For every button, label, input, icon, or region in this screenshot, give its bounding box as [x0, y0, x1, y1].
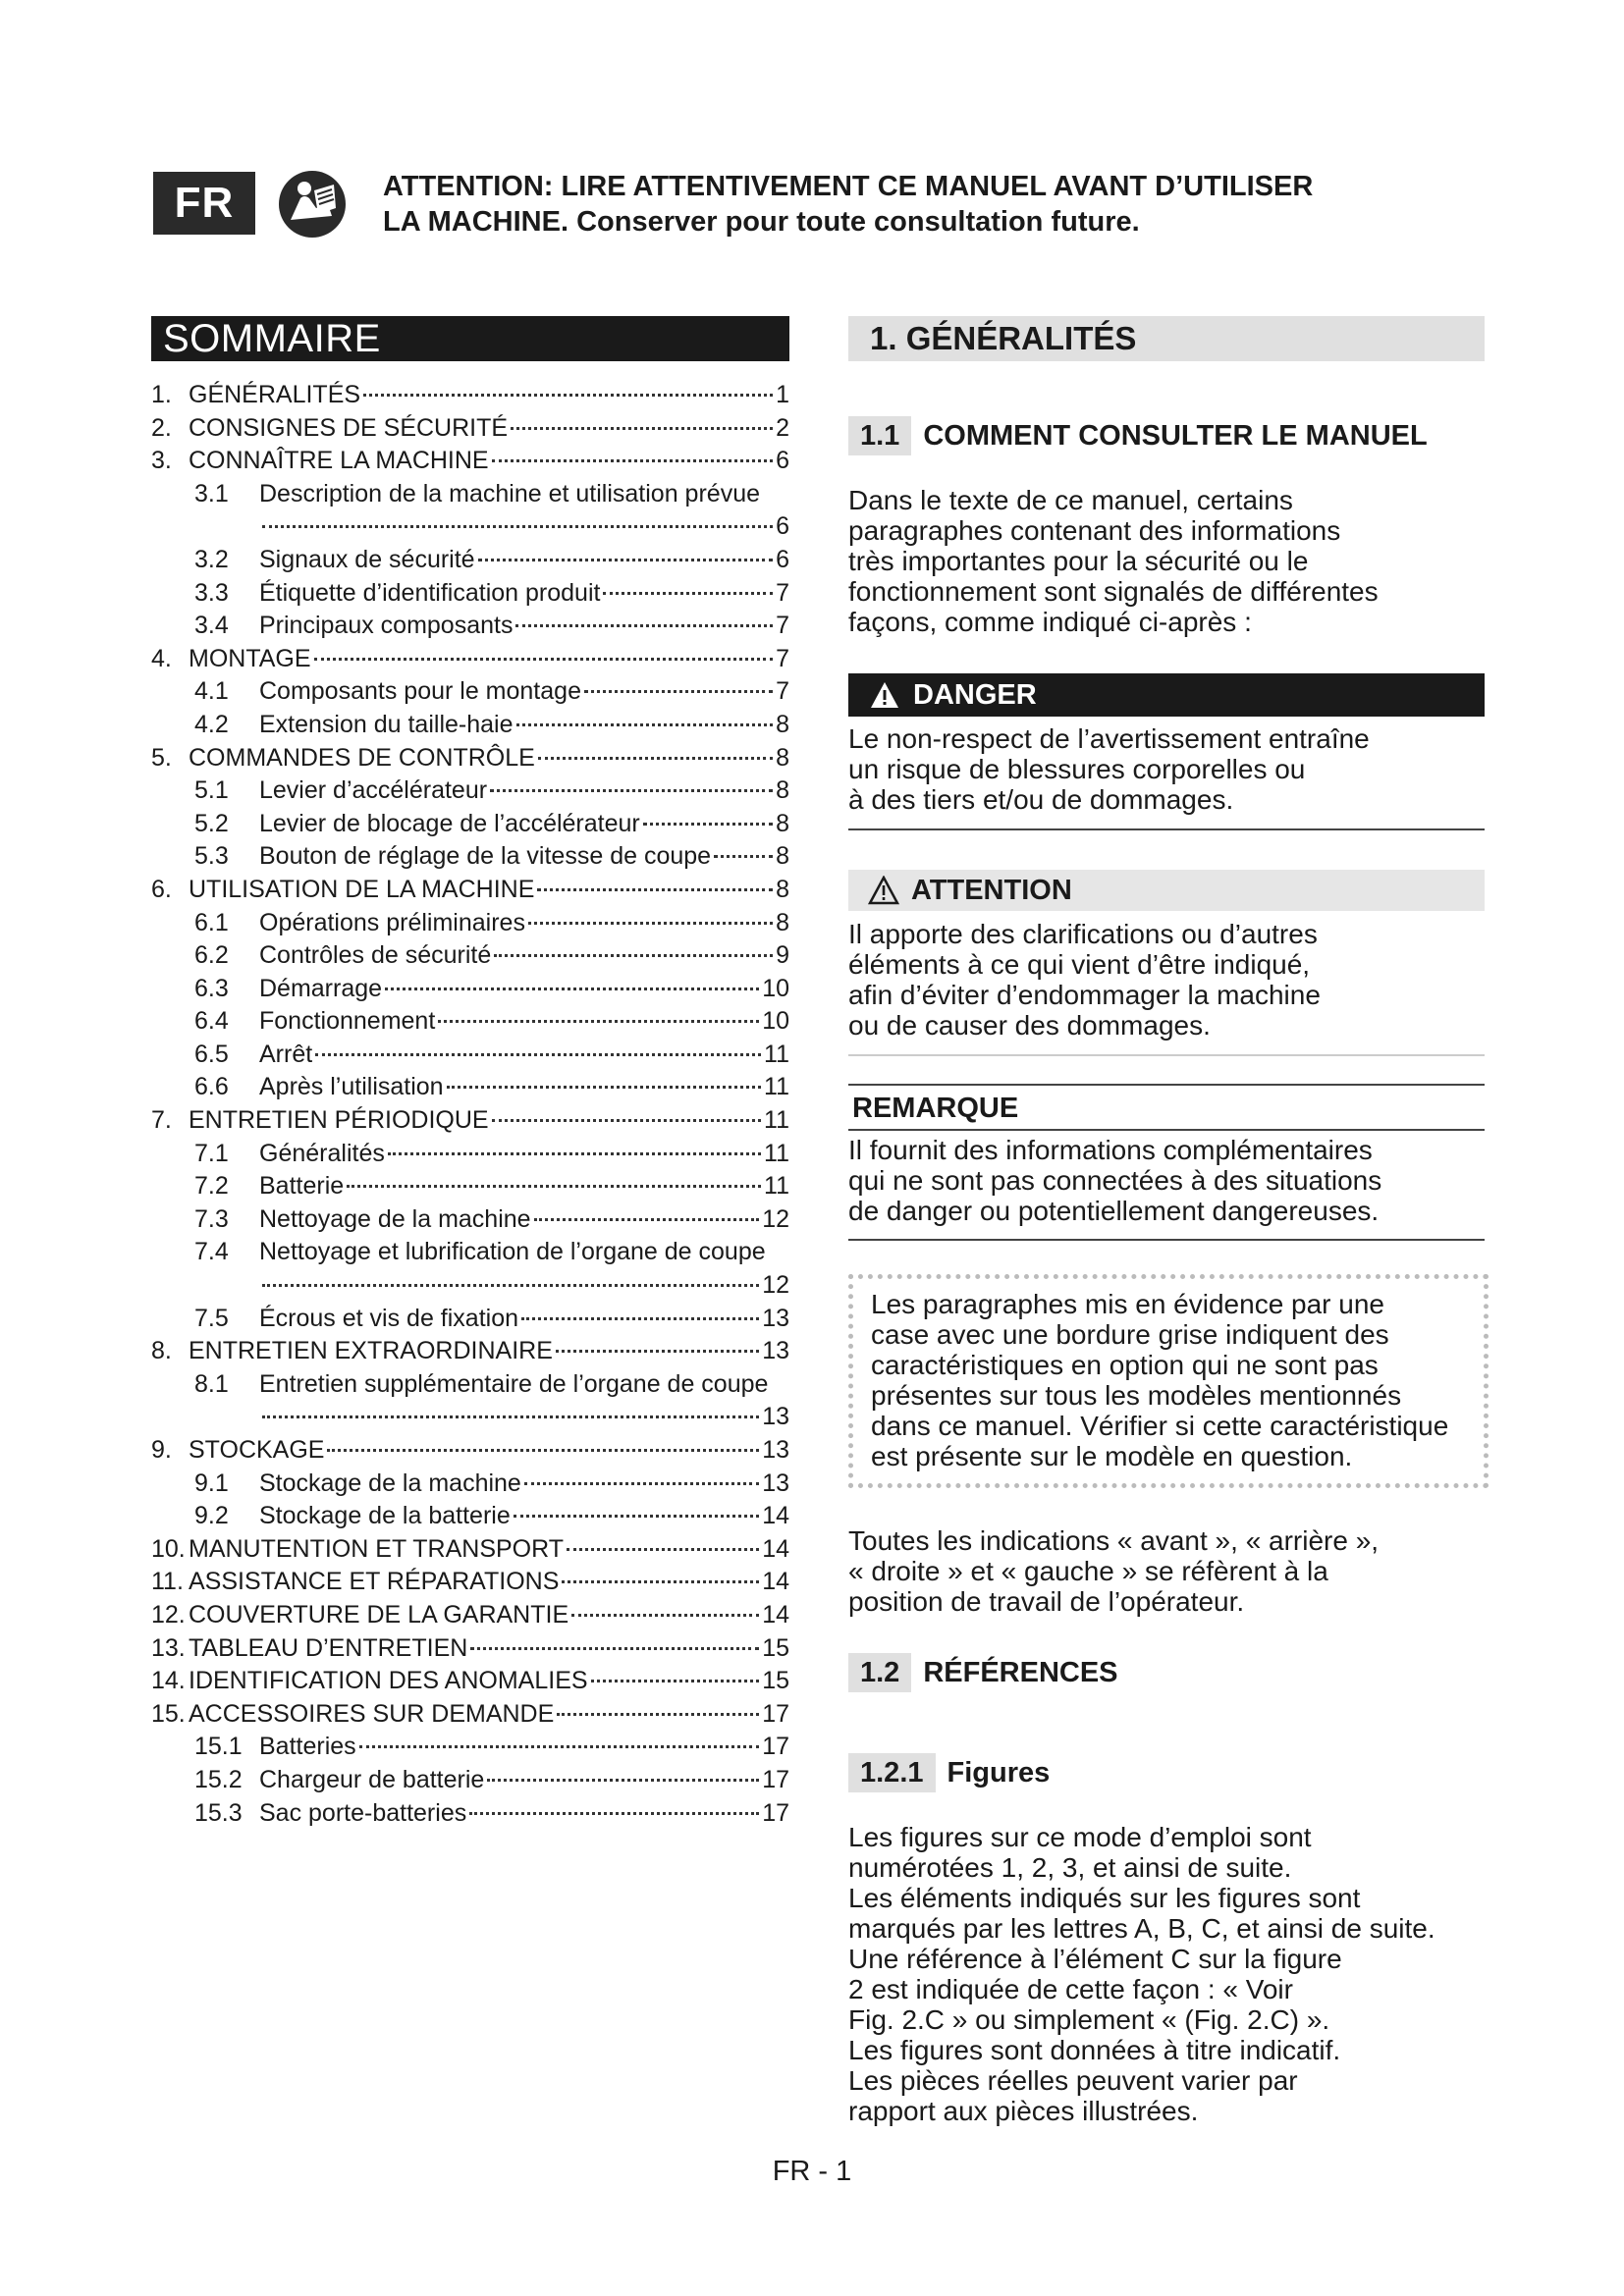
text-line: Les paragraphes mis en évidence par une [871, 1289, 1385, 1319]
toc-entry [151, 711, 789, 744]
toc-entry-number: 12. [151, 1600, 186, 1629]
toc-entry-page: 13 [762, 1403, 789, 1431]
toc-entry-page: 15 [762, 1667, 789, 1695]
toc-leader-dots [492, 459, 773, 462]
toc-entry [151, 645, 789, 678]
toc-entry-number: 4. [151, 644, 172, 672]
toc-leader-dots [315, 1053, 761, 1056]
toc-entry-number: 2. [151, 413, 172, 442]
toc-entry [151, 941, 789, 975]
danger-label: DANGER [913, 679, 1037, 711]
toc-entry [151, 842, 789, 876]
toc-entry-label: Opérations préliminaires [259, 908, 525, 936]
text-line: un risque de blessures corporelles ou [848, 754, 1306, 784]
toc-entry-label: Fonctionnement [259, 1007, 436, 1036]
remarque-text [848, 1135, 1485, 1226]
attention-banner [848, 870, 1485, 911]
subsection-number: 1.2.1 [848, 1753, 936, 1792]
toc-entry [151, 1700, 789, 1734]
toc-entry [151, 579, 789, 613]
toc-entry-page: 13 [762, 1436, 789, 1464]
toc-entry-page: 9 [776, 941, 789, 970]
toc-entry-page: 8 [776, 908, 789, 936]
toc-entry-page: 17 [762, 1699, 789, 1728]
toc-leader-dots [511, 427, 773, 430]
toc-entry-page: 6 [776, 545, 789, 573]
text-line: Il fournit des informations complémentaires [848, 1135, 1373, 1165]
toc-entry-label: Écrous et vis de fixation [259, 1304, 519, 1332]
toc-entry [151, 1667, 789, 1700]
text-line: Une référence à l’élément C sur la figure [848, 1944, 1342, 1974]
text-line: paragraphes contenant des informations [848, 515, 1341, 546]
toc-entry-page: 8 [776, 809, 789, 837]
toc-entry-label: Contrôles de sécurité [259, 941, 492, 970]
toc-entry-label: ASSISTANCE ET RÉPARATIONS [189, 1568, 560, 1596]
toc-entry-number: 8. [151, 1337, 172, 1365]
toc-entry-page: 17 [762, 1765, 789, 1793]
toc-leader-dots [347, 1185, 761, 1188]
toc-leader-dots [327, 1449, 759, 1452]
toc-leader-dots [438, 1020, 759, 1023]
toc-leader-dots [487, 1779, 759, 1782]
toc-leader-dots [537, 888, 773, 891]
toc-entry-label: Signaux de sécurité [259, 545, 475, 573]
toc-entry [151, 1733, 789, 1766]
toc-entry-label: Entretien supplémentaire de l’organe de coupe [259, 1369, 769, 1398]
toc-entry [151, 1073, 789, 1106]
toc-entry-number: 5.3 [194, 842, 229, 871]
toc-entry-page: 11 [764, 1106, 789, 1135]
toc-entry-number: 10. [151, 1534, 186, 1563]
toc-entry-number: 3. [151, 447, 172, 475]
toc-entry-number: 7.3 [194, 1204, 229, 1233]
text-line: dans ce manuel. Vérifier si cette caractéristique [871, 1411, 1449, 1441]
text-line: Fig. 2.C » ou simplement « (Fig. 2.C) ». [848, 2004, 1330, 2035]
subsection-1-2-1-heading [848, 1753, 1485, 1792]
toc-entry-number: 1. [151, 381, 172, 408]
divider [848, 1239, 1485, 1241]
toc-entry-page: 7 [776, 612, 789, 640]
toc-entry [151, 975, 789, 1008]
divider [848, 828, 1485, 830]
text-line: caractéristiques en option qui ne sont pas [871, 1350, 1379, 1380]
toc-entry-label: STOCKAGE [189, 1436, 325, 1464]
toc-entry-page: 7 [776, 644, 789, 672]
toc-entry-label: Bouton de réglage de la vitesse de coupe [259, 842, 712, 871]
toc-entry-page: 7 [776, 677, 789, 706]
toc-leader-dots [492, 1119, 761, 1122]
toc-entry-number: 14. [151, 1667, 186, 1695]
toc-entry-page: 14 [762, 1600, 789, 1629]
toc-entry-number: 9. [151, 1436, 172, 1464]
text-line: numérotées 1, 2, 3, et ainsi de suite. [848, 1852, 1292, 1883]
toc-entry-label: ENTRETIEN EXTRAORDINAIRE [189, 1337, 553, 1365]
toc-entry-label: Principaux composants [259, 612, 514, 640]
toc-entry-page: 8 [776, 776, 789, 805]
toc-entry-page: 11 [764, 1073, 789, 1101]
attention-label: ATTENTION [911, 875, 1072, 906]
toc-entry-page: 8 [776, 743, 789, 772]
table-of-contents [151, 381, 789, 1832]
toc-leader-dots [556, 1350, 759, 1353]
toc-entry-page: 10 [762, 974, 789, 1002]
toc-leader-dots [262, 525, 773, 528]
toc-leader-dots [470, 1647, 759, 1650]
toc-entry-label: ACCESSOIRES SUR DEMANDE [189, 1699, 555, 1728]
toc-entry [151, 1469, 789, 1503]
subsection-number: 1.1 [848, 416, 911, 455]
toc-leader-dots [447, 1086, 761, 1089]
toc-entry [151, 447, 789, 480]
language-badge: FR [153, 172, 255, 235]
attention-text [848, 919, 1485, 1041]
toc-leader-dots [534, 1218, 760, 1221]
toc-entry-number: 6. [151, 875, 172, 903]
toc-leader-dots [314, 658, 774, 661]
toc-entry-label: CONNAÎTRE LA MACHINE [189, 447, 489, 475]
toc-entry-page: 8 [776, 710, 789, 738]
text-line: qui ne sont pas connectées à des situations [848, 1165, 1382, 1196]
text-line: case avec une bordure grise indiquent des [871, 1319, 1389, 1350]
toc-leader-dots [385, 988, 759, 990]
text-line: Les pièces réelles peuvent varier par [848, 2065, 1298, 2096]
toc-entry [151, 677, 789, 711]
page-number: FR - 1 [772, 2156, 852, 2187]
toc-entry-page: 12 [762, 1271, 789, 1300]
toc-entry-number: 7. [151, 1106, 172, 1135]
toc-entry-page: 13 [762, 1337, 789, 1365]
toc-entry-number: 8.1 [194, 1369, 229, 1398]
text-line: Dans le texte de ce manuel, certains [848, 485, 1293, 515]
toc-entry [151, 1205, 789, 1239]
toc-entry-label: Extension du taille-haie [259, 710, 514, 738]
toc-entry [151, 810, 789, 843]
subsection-title: COMMENT CONSULTER LE MANUEL [923, 419, 1428, 452]
toc-entry-label: Arrêt [259, 1040, 313, 1068]
toc-entry-number: 9.1 [194, 1468, 229, 1497]
toc-entry-number: 6.6 [194, 1073, 229, 1101]
toc-leader-dots [584, 690, 773, 693]
toc-entry-page: 6 [776, 512, 789, 541]
text-line: Il apporte des clarifications ou d’autres [848, 919, 1318, 949]
text-line: Les éléments indiqués sur les figures sont [848, 1883, 1361, 1913]
toc-entry [151, 1568, 789, 1601]
text-line: afin d’éviter d’endommager la machine [848, 980, 1321, 1010]
toc-entry [151, 1535, 789, 1569]
toc-entry-number: 11. [151, 1568, 184, 1596]
text-line: position de travail de l’opérateur. [848, 1586, 1245, 1617]
toc-entry-page: 8 [776, 875, 789, 903]
toc-leader-dots [528, 922, 773, 925]
toc-entry-page: 1 [776, 381, 789, 408]
text-line: façons, comme indiqué ci-après : [848, 607, 1252, 637]
toc-entry-number: 6.3 [194, 974, 229, 1002]
figures-paragraph [848, 1822, 1485, 2126]
toc-leader-dots [516, 723, 774, 726]
toc-entry-label: TABLEAU D’ENTRETIEN [189, 1633, 468, 1662]
toc-entry-page: 14 [762, 1568, 789, 1596]
subsection-1-2-heading [848, 1653, 1485, 1692]
toc-leader-dots [388, 1152, 761, 1155]
toc-leader-dots [524, 1482, 759, 1485]
toc-entry [151, 414, 789, 448]
toc-leader-dots [643, 823, 773, 826]
toc-entry-label: Chargeur de batterie [259, 1765, 485, 1793]
toc-leader-dots [562, 1580, 759, 1583]
toc-entry-label: UTILISATION DE LA MACHINE [189, 875, 535, 903]
toc-leader-dots [262, 1284, 759, 1287]
toc-entry [151, 1007, 789, 1041]
toc-entry-label: Nettoyage et lubrification de l’organe de coupe [259, 1238, 766, 1266]
text-line: ou de causer des dommages. [848, 1010, 1211, 1041]
toc-entry [151, 1436, 789, 1469]
toc-leader-dots [567, 1548, 759, 1551]
toc-entry [151, 1305, 789, 1338]
toc-entry [151, 1403, 789, 1436]
toc-entry-page: 10 [762, 1007, 789, 1036]
toc-entry-label: Batteries [259, 1733, 356, 1761]
toc-entry-number: 6.5 [194, 1040, 229, 1068]
orientation-paragraph [848, 1525, 1485, 1617]
header-warning-line-2: LA MACHINE. Conserver pour toute consultation future. [383, 206, 1140, 238]
toc-entry-number: 15.1 [194, 1733, 243, 1761]
toc-entry [151, 1106, 789, 1140]
toc-entry [151, 1634, 789, 1668]
toc-entry-page: 17 [762, 1733, 789, 1761]
toc-leader-dots [714, 855, 773, 858]
toc-entry-number: 13. [151, 1633, 186, 1662]
text-line: rapport aux pièces illustrées. [848, 2096, 1199, 2126]
toc-entry-number: 7.2 [194, 1172, 229, 1201]
text-line: fonctionnement sont signalés de différentes [848, 576, 1379, 607]
toc-leader-dots [478, 559, 774, 561]
text-line: Toutes les indications « avant », « arrière », [848, 1525, 1380, 1556]
toc-entry-label: Levier d’accélérateur [259, 776, 488, 805]
toc-entry-page: 7 [776, 578, 789, 607]
toc-leader-dots [591, 1680, 760, 1682]
text-line: présentes sur tous les modèles mentionnés [871, 1380, 1402, 1411]
toc-entry-label: Sac porte-batteries [259, 1798, 467, 1827]
toc-entry-number: 9.2 [194, 1502, 229, 1530]
divider [848, 1129, 1485, 1131]
toc-entry-label: MANUTENTION ET TRANSPORT [189, 1534, 564, 1563]
text-line: Les figures sur ce mode d’emploi sont [848, 1822, 1312, 1852]
toc-entry [151, 1337, 789, 1370]
subsection-1-1-heading [848, 416, 1485, 455]
toc-leader-dots [571, 1614, 759, 1617]
toc-entry-label: IDENTIFICATION DES ANOMALIES [189, 1667, 588, 1695]
text-line: « droite » et « gauche » se réfèrent à la [848, 1556, 1328, 1586]
toc-entry-number: 3.2 [194, 545, 229, 573]
toc-entry-number: 4.2 [194, 710, 229, 738]
subsection-number: 1.2 [848, 1653, 911, 1692]
toc-leader-dots [363, 394, 773, 397]
toc-leader-dots [262, 1415, 759, 1418]
section-title: 1. GÉNÉRALITÉS [848, 316, 1485, 361]
toc-leader-dots [359, 1745, 760, 1748]
toc-leader-dots [603, 592, 773, 595]
toc-leader-dots [469, 1812, 759, 1815]
subsection-title: Figures [947, 1756, 1051, 1789]
toc-entry [151, 1766, 789, 1799]
toc-entry-number: 15.3 [194, 1798, 243, 1827]
toc-entry-page: 11 [764, 1172, 789, 1201]
danger-text [848, 723, 1485, 815]
toc-entry-page: 11 [764, 1139, 789, 1167]
danger-banner [848, 673, 1485, 717]
toc-entry [151, 1370, 789, 1404]
toc-entry-label: COMMANDES DE CONTRÔLE [189, 743, 535, 772]
toc-entry [151, 876, 789, 909]
toc-entry-label: Étiquette d’identification produit [259, 578, 601, 607]
toc-entry [151, 480, 789, 513]
toc-entry-label: ENTRETIEN PÉRIODIQUE [189, 1106, 489, 1135]
toc-leader-dots [557, 1713, 759, 1716]
toc-entry [151, 744, 789, 777]
divider [848, 1084, 1485, 1086]
text-line: Le non-respect de l’avertissement entraîne [848, 723, 1370, 754]
toc-leader-dots [514, 1515, 759, 1518]
text-line: à des tiers et/ou de dommages. [848, 784, 1234, 815]
toc-entry-page: 14 [762, 1534, 789, 1563]
toc-entry [151, 1271, 789, 1305]
text-line: 2 est indiquée de cette façon : « Voir [848, 1974, 1293, 2004]
text-line: très importantes pour la sécurité ou le [848, 546, 1309, 576]
remarque-label: REMARQUE [852, 1093, 1019, 1124]
toc-entry [151, 1502, 789, 1535]
text-line: Les figures sont données à titre indicatif. [848, 2035, 1341, 2065]
toc-entry-page: 12 [762, 1204, 789, 1233]
divider [848, 1054, 1485, 1056]
toc-entry [151, 512, 789, 546]
toc-entry-label: CONSIGNES DE SÉCURITÉ [189, 413, 509, 442]
toc-leader-dots [538, 757, 773, 760]
toc-entry [151, 1041, 789, 1074]
toc-leader-dots [490, 789, 773, 792]
toc-entry-label: Stockage de la machine [259, 1468, 521, 1497]
toc-entry-label: Généralités [259, 1139, 385, 1167]
toc-entry [151, 612, 789, 645]
toc-entry-label: Description de la machine et utilisation prévue [259, 479, 760, 507]
toc-entry-page: 13 [762, 1468, 789, 1497]
toc-entry-number: 6.1 [194, 908, 229, 936]
toc-entry-label: Composants pour le montage [259, 677, 581, 706]
toc-entry [151, 1601, 789, 1634]
text-line: marqués par les lettres A, B, C, et ainsi de suite. [848, 1913, 1435, 1944]
optional-feature-box [848, 1274, 1489, 1488]
toc-entry-number: 15. [151, 1699, 186, 1728]
toc-entry-label: Nettoyage de la machine [259, 1204, 531, 1233]
toc-entry [151, 776, 789, 810]
text-line: est présente sur le modèle en question. [871, 1441, 1353, 1471]
text-line: de danger ou potentiellement dangereuses. [848, 1196, 1380, 1226]
toc-entry-label: Stockage de la batterie [259, 1502, 511, 1530]
toc-entry-label: COUVERTURE DE LA GARANTIE [189, 1600, 569, 1629]
toc-entry-number: 3.3 [194, 578, 229, 607]
toc-entry [151, 1140, 789, 1173]
toc-entry [151, 381, 789, 414]
warning-triangle-icon [870, 681, 899, 709]
subsection-title: RÉFÉRENCES [923, 1656, 1118, 1688]
toc-entry-number: 15.2 [194, 1765, 243, 1793]
header-warning [383, 169, 1463, 240]
header-warning-line-1: ATTENTION: LIRE ATTENTIVEMENT CE MANUEL AVANT D’UTILISER [383, 171, 1314, 202]
toc-leader-dots [521, 1317, 759, 1320]
toc-entry-page: 14 [762, 1502, 789, 1530]
toc-entry-label: Après l’utilisation [259, 1073, 444, 1101]
toc-entry-number: 3.4 [194, 612, 229, 640]
toc-entry-page: 2 [776, 413, 789, 442]
toc-entry [151, 1799, 789, 1833]
toc-entry-page: 11 [764, 1040, 789, 1068]
toc-entry-number: 7.1 [194, 1139, 229, 1167]
toc-entry [151, 546, 789, 579]
toc-entry-number: 6.2 [194, 941, 229, 970]
toc-leader-dots [494, 954, 773, 957]
text-line: éléments à ce qui vient d’être indiqué, [848, 949, 1311, 980]
toc-entry-page: 6 [776, 447, 789, 475]
toc-entry [151, 909, 789, 942]
toc-entry-number: 5. [151, 743, 172, 772]
toc-entry [151, 1172, 789, 1205]
toc-entry-number: 3.1 [194, 479, 229, 507]
toc-entry-label: GÉNÉRALITÉS [189, 381, 361, 408]
toc-entry-page: 13 [762, 1304, 789, 1332]
read-manual-icon [277, 169, 348, 240]
toc-entry-label: Batterie [259, 1172, 345, 1201]
toc-entry-label: Levier de blocage de l’accélérateur [259, 809, 640, 837]
toc-entry-number: 5.1 [194, 776, 229, 805]
toc-entry-label: MONTAGE [189, 644, 311, 672]
toc-entry-label: Démarrage [259, 974, 383, 1002]
toc-leader-dots [515, 624, 773, 627]
toc-entry-number: 4.1 [194, 677, 229, 706]
toc-entry-page: 8 [776, 842, 789, 871]
intro-paragraph [848, 485, 1485, 637]
caution-triangle-icon [868, 876, 899, 905]
toc-entry-number: 6.4 [194, 1007, 229, 1036]
toc-entry-number: 7.4 [194, 1238, 229, 1266]
toc-entry-number: 7.5 [194, 1304, 229, 1332]
toc-title: SOMMAIRE [151, 316, 789, 361]
toc-entry-page: 15 [762, 1633, 789, 1662]
toc-entry-number: 5.2 [194, 809, 229, 837]
toc-entry-page: 17 [762, 1798, 789, 1827]
toc-entry [151, 1238, 789, 1271]
